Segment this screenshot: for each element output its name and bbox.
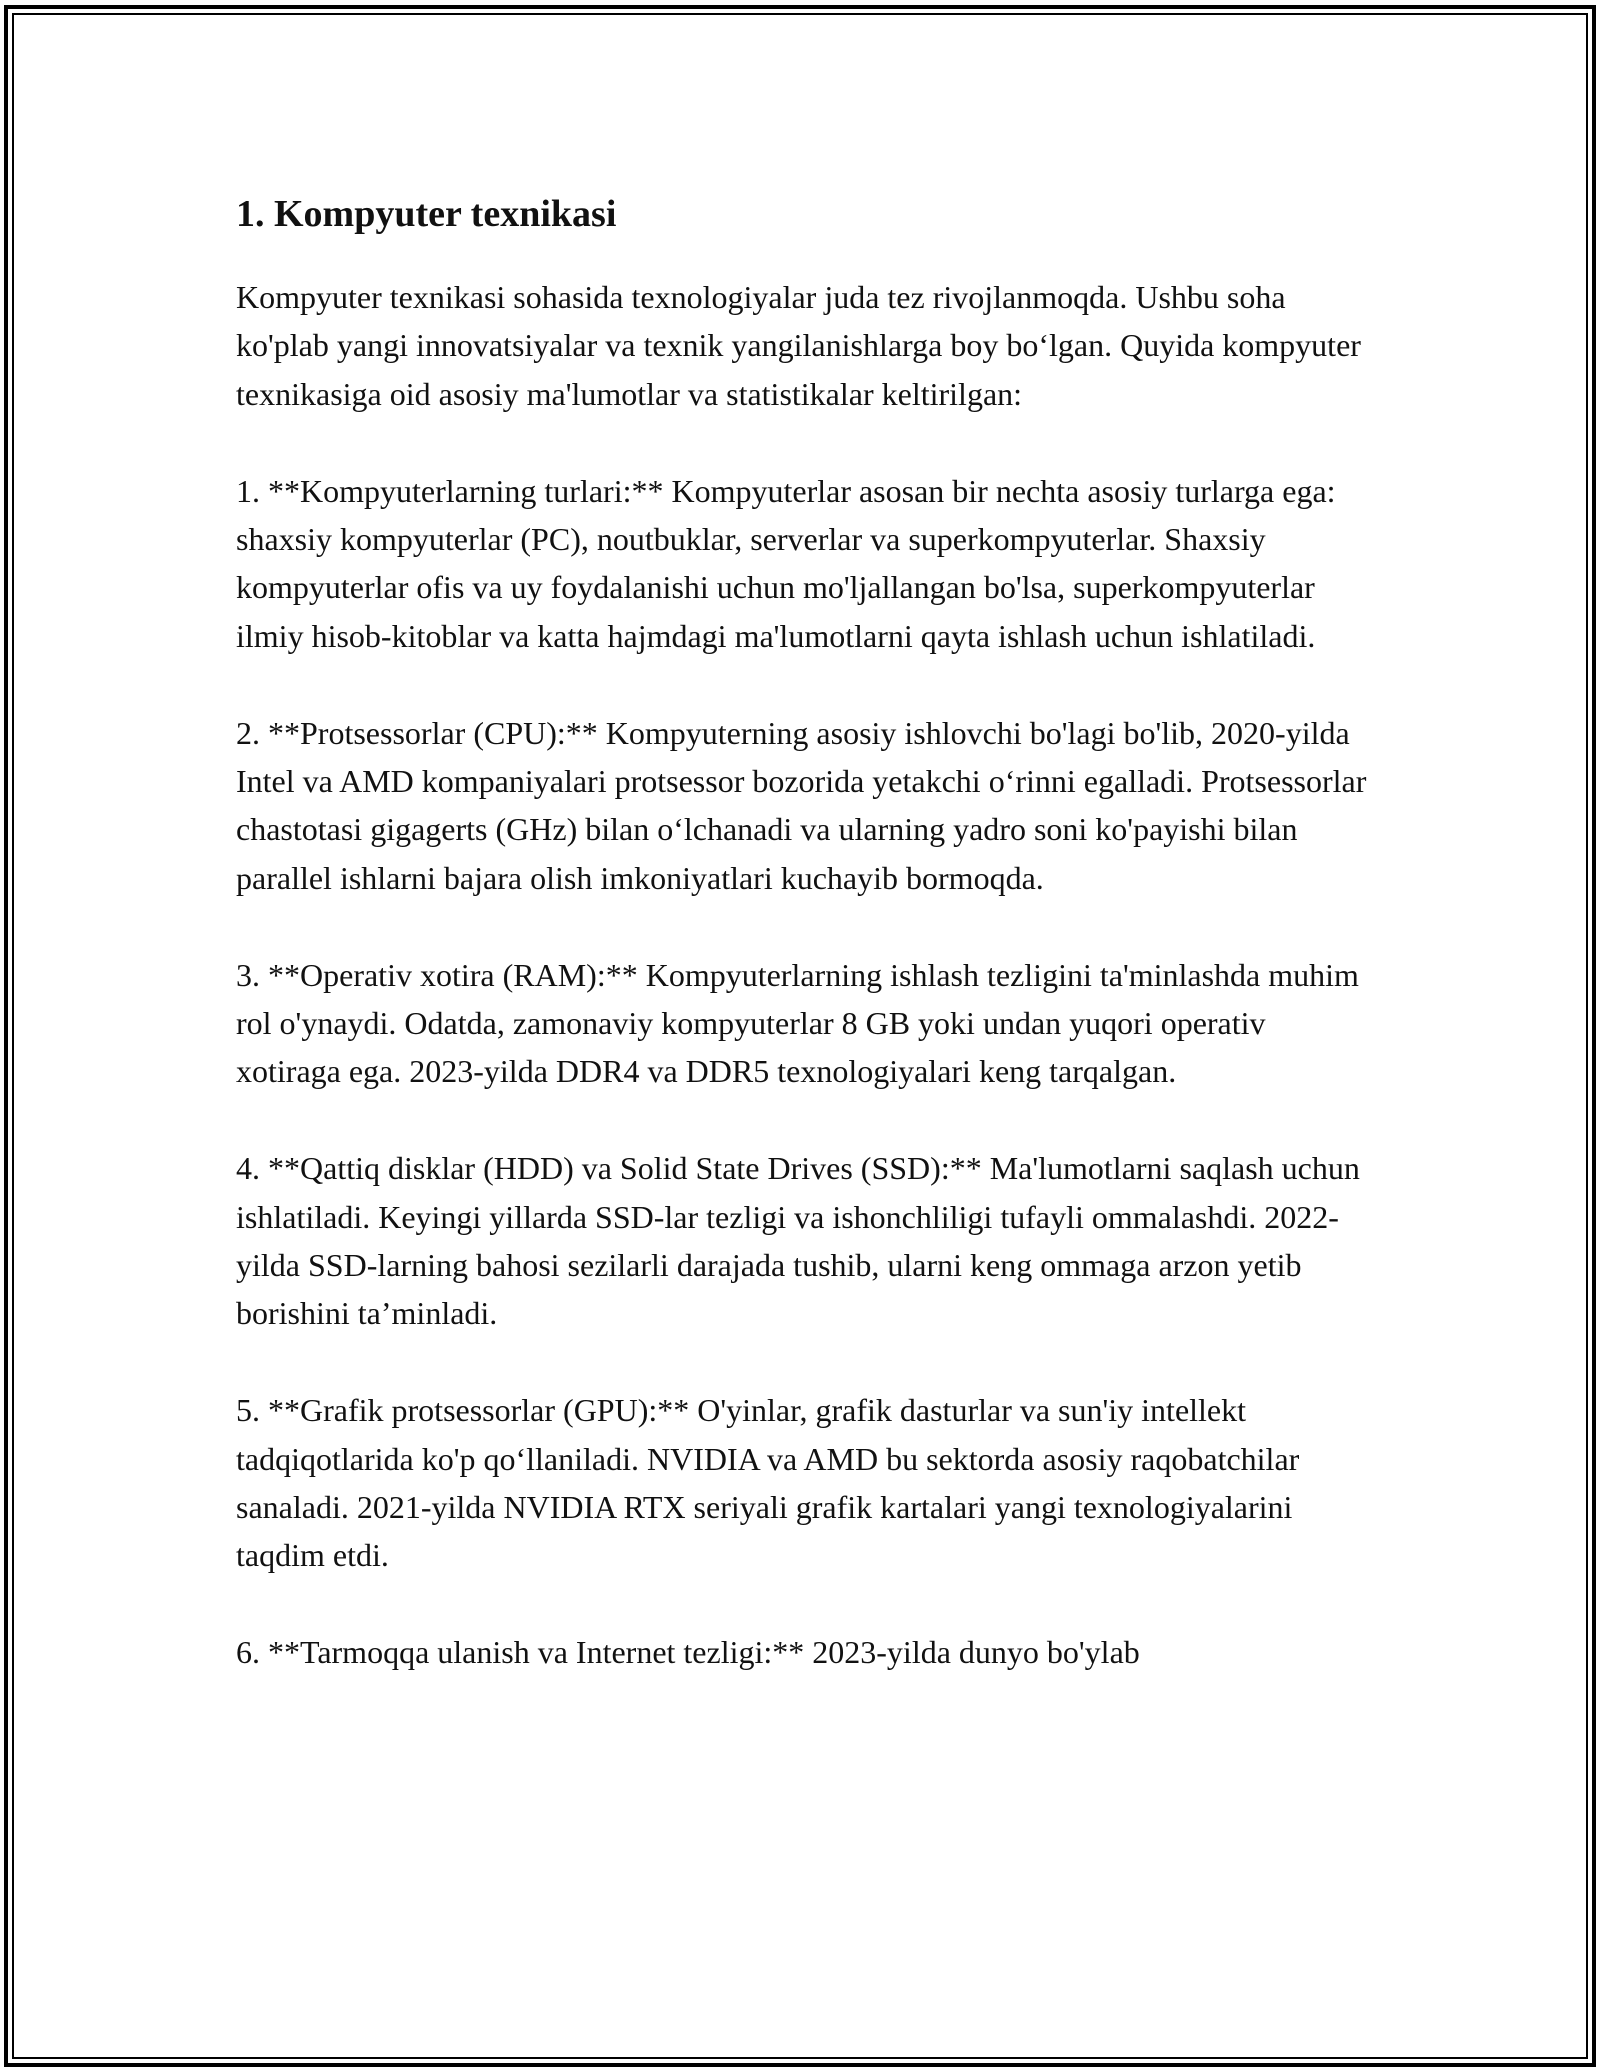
list-item-storage: 4. **Qattiq disklar (HDD) va Solid State Drives (SSD):** Ma'lumotlarni saqlash uchun ishlatiladi. Keyingi yillarda SSD-lar tezligi va ishonchliligi tufayli ommalashdi. 2022-yilda SSD-larning bahosi sezilarli darajada tushib, ularni keng ommaga arzon yetib borishini ta’minladi. bbox=[236, 1150, 1360, 1332]
document-body bbox=[236, 185, 1376, 1725]
intro-paragraph: Kompyuter texnikasi sohasida texnologiyalar juda tez rivojlanmoqda. Ushbu soha ko'plab yangi innovatsiyalar va texnik yangilanishlarga boy bo‘lgan. Quyida kompyuter texnikasiga oid asosiy ma'lumotlar va statistikalar keltirilgan: bbox=[236, 279, 1361, 412]
list-item-ram: 3. **Operativ xotira (RAM):** Kompyuterlarning ishlash tezligini ta'minlashda muhim rol o'ynaydi. Odatda, zamonaviy kompyuterlar 8 GB yoki undan yuqori operativ xotiraga ega. 2023-yilda DDR4 va DDR5 texnologiyalari keng tarqalgan. bbox=[236, 956, 1359, 1090]
list-item-computer-types: 1. **Kompyuterlarning turlari:** Kompyuterlar asosan bir nechta asosiy turlarga ega: shaxsiy kompyuterlar (PC), noutbuklar, serverlar va superkompyuterlar. Shaxsiy kompyuterlar ofis va uy foydalanishi uchun mo'ljallangan bo'lsa, superkompyuterlar ilmiy hisob-kitoblar va katta hajmdagi ma'lumotlarni qayta ishlash uchun ishlatiladi. bbox=[236, 472, 1336, 654]
list-item-gpu: 5. **Grafik protsessorlar (GPU):** O'yinlar, grafik dasturlar va sun'iy intellekt tadqiqotlarida ko'p qo‘llaniladi. NVIDIA va AMD bu sektorda asosiy raqobatchilar sanaladi. 2021-yilda NVIDIA RTX seriyali grafik kartalari yangi texnologiyalarini taqdim etdi. bbox=[236, 1392, 1300, 1574]
list-item-processors: 2. **Protsessorlar (CPU):** Kompyuterning asosiy ishlovchi bo'lagi bo'lib, 2020-yilda Intel va AMD kompaniyalari protsessor bozorida yetakchi o‘rinni egalladi. Protsessorlar chastotasi gigagerts (GHz) bilan o‘lchanadi va ularning yadro soni ko'payishi bilan parallel ishlarni bajara olish imkoniyatlari kuchayib bormoqda. bbox=[236, 714, 1367, 896]
list-item-network: 6. **Tarmoqqa ulanish va Internet tezligi:** 2023-yilda dunyo bo'ylab bbox=[236, 1634, 1140, 1671]
section-title: 1. Kompyuter texnikasi bbox=[236, 193, 617, 235]
